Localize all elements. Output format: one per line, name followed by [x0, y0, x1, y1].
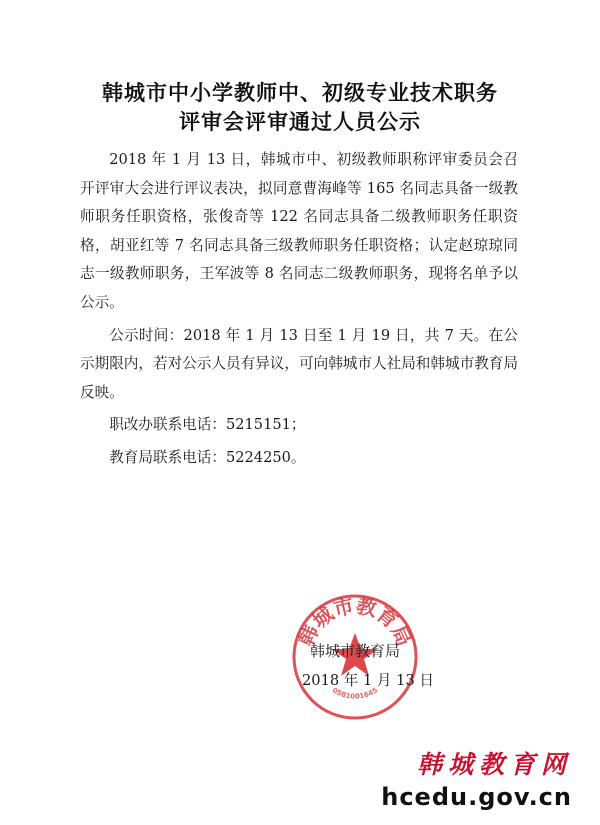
document-title-line2: 评审会评审通过人员公示 [179, 110, 421, 134]
paragraph-phone-office: 职改办联系电话：5215151； [109, 416, 306, 434]
signature-date: 2018 年 1 月 13 日 [302, 672, 434, 689]
watermark-site-name: 韩城教育网 [416, 750, 572, 779]
paragraph-phone-bureau: 教育局联系电话：5224250。 [109, 448, 306, 466]
paragraph-period: 公示时间：2018 年 1 月 13 日至 1 月 19 日，共 7 天。在公示期限内，若对公示人员有异议，可向韩城市人社局和韩城市教育局反映。 [80, 326, 518, 401]
watermark-site-url: hcedu.gov.cn [381, 783, 572, 811]
document-title-line1: 韩城市中小学教师中、初级专业技术职务 [102, 81, 498, 105]
document-body [80, 146, 518, 473]
seal-arc-text: 韩城市教育局 [293, 593, 417, 650]
seal-number: 0581001645 [330, 686, 380, 701]
signature-organization: 韩城市教育局 [310, 642, 401, 660]
paragraph-announcement: 2018 年 1 月 13 日，韩城市中、初级教师职称评审委员会召开评审大会进行评议表决，拟同意曹海峰等 165 名同志具备一级教师职务任职资格，张俊奇等 122 名同志具备二级教师职务任职资格，胡亚红等 7 名同志具备三级教师职务任职资格；认定赵琼琼同志一级教师职务，王军波等 8 名同志二级教师职务，现将名单予以公示。 [80, 151, 518, 311]
